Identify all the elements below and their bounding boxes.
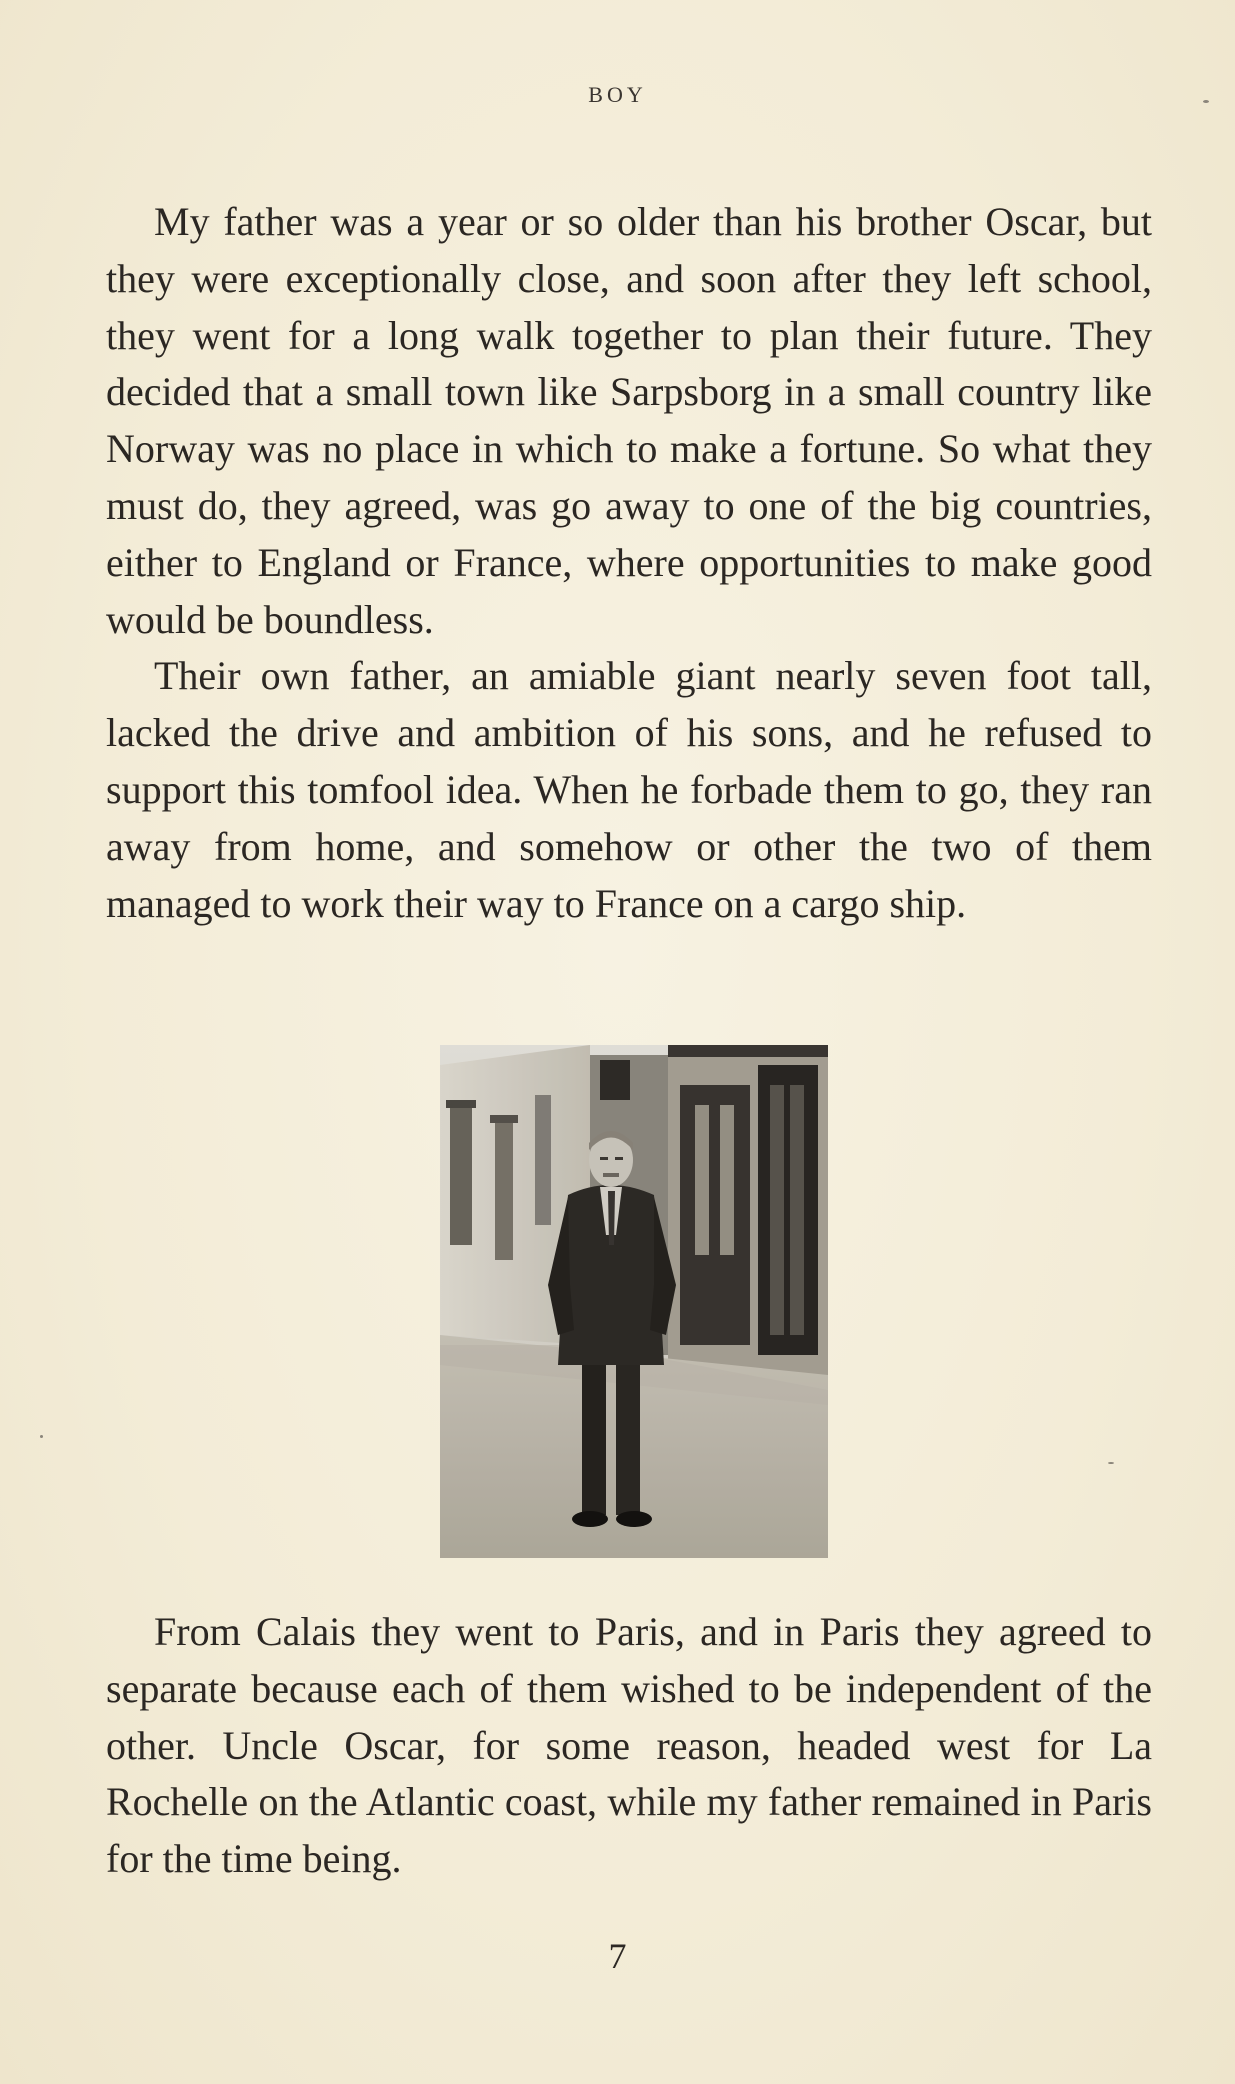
body-text-bottom [106,1604,1152,1888]
paper-speck [1108,1462,1114,1464]
photograph-man-standing-in-street [440,1045,828,1558]
paper-speck [40,1435,43,1438]
body-text-top [106,194,1152,932]
page-number: 7 [608,1936,627,1976]
paragraph: From Calais they went to Paris, and in Paris they agreed to separate because each of them wished to be independent of the other. Uncle Oscar, for some reason, headed west for La Rochelle on the Atlantic coast, while my father remained in Paris for the time being. [106,1609,1152,1882]
paper-speck [1203,100,1209,103]
paragraph: Their own father, an amiable giant nearly seven foot tall, lacked the drive and ambition of his sons, and he refused to support this tomfool idea. When he forbade them to go, they ran away from home, and somehow or other the two of them managed to work their way to France on a cargo ship. [106,653,1152,926]
running-head: BOY [588,82,647,107]
paragraph: My father was a year or so older than his brother Oscar, but they were exceptionally close, and soon after they left school, they went for a long walk together to plan their future. They decided that a small town like Sarpsborg in a small country like Norway was no place in which to make a fortune. So what they must do, they agreed, was go away to one of the big countries, either to England or France, where opportunities to make good would be boundless. [106,199,1152,642]
